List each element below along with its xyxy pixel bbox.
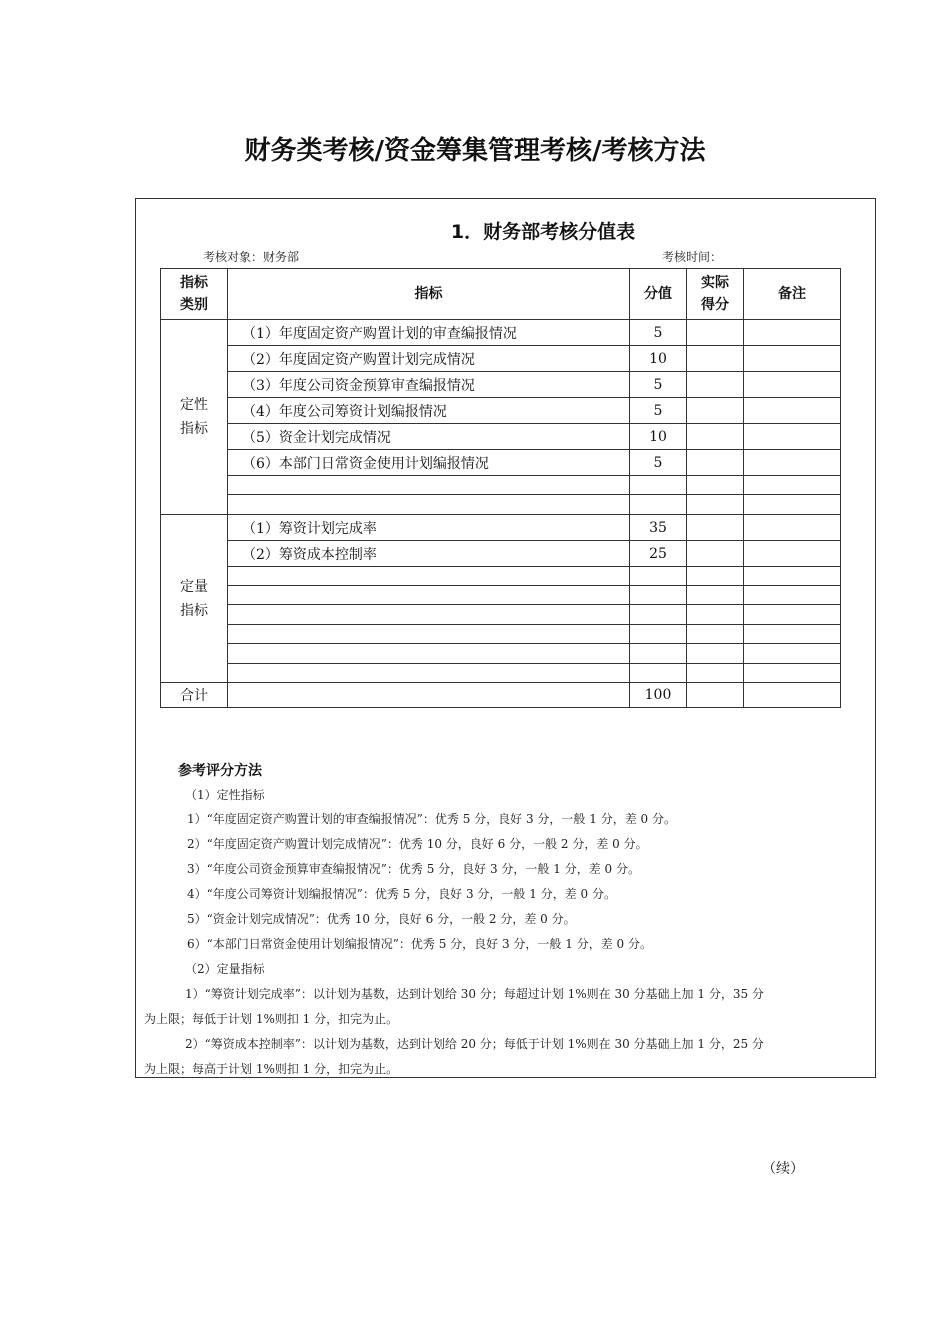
method-heading: 参考评分方法: [178, 763, 262, 779]
qualitative-empty-row: [161, 476, 841, 495]
quantitative-actual: [687, 515, 744, 541]
qualitative-empty-cell: [687, 476, 744, 495]
quantitative-empty-cell: [687, 586, 744, 605]
qualitative-score: 10: [630, 346, 687, 372]
quantitative-empty-cell: [630, 644, 687, 664]
qualitative-note: [744, 346, 841, 372]
quantitative-row: [161, 541, 841, 567]
quantitative-empty-cell: [228, 664, 630, 683]
method-qual-item: 2）“年度固定资产购置计划完成情况”：优秀 10 分，良好 6 分，一般 2 分，差 0 分。: [187, 837, 648, 851]
qualitative-actual: [687, 450, 744, 476]
total-note: [744, 683, 841, 708]
qualitative-score: 5: [630, 372, 687, 398]
quantitative-empty-cell: [228, 644, 630, 664]
qualitative-item: （2）年度固定资产购置计划完成情况: [228, 346, 630, 372]
qualitative-empty-row: [161, 495, 841, 515]
method-quant-2b: 为上限；每高于计划 1%则扣 1 分，扣完为止。: [144, 1062, 399, 1076]
header-note: 备注: [744, 269, 841, 320]
qualitative-empty-cell: [630, 495, 687, 515]
qualitative-row: [161, 450, 841, 476]
qualitative-empty-cell: [687, 495, 744, 515]
method-quant-1b: 为上限；每低于计划 1%则扣 1 分，扣完为止。: [144, 1012, 399, 1026]
page-title: 财务类考核/资金筹集管理考核/考核方法: [244, 136, 706, 166]
quantitative-score: 35: [630, 515, 687, 541]
quantitative-item: （1）筹资计划完成率: [228, 515, 630, 541]
total-label: 合计: [161, 683, 228, 708]
header-actual-line2: 得分: [701, 297, 729, 313]
qualitative-actual: [687, 424, 744, 450]
quantitative-empty-cell: [687, 567, 744, 586]
total-score: 100: [630, 683, 687, 708]
qualitative-actual: [687, 346, 744, 372]
quantitative-empty-cell: [630, 567, 687, 586]
qualitative-row: [161, 424, 841, 450]
qualitative-actual: [687, 398, 744, 424]
quantitative-empty-cell: [630, 586, 687, 605]
method-qual-item: 3）“年度公司资金预算审查编报情况”：优秀 5 分，良好 3 分，一般 1 分，差 0 分。: [187, 862, 640, 876]
header-score: 分值: [630, 269, 687, 320]
quantitative-empty-cell: [687, 644, 744, 664]
continued-label: （续）: [762, 1161, 804, 1177]
quantitative-empty-cell: [687, 625, 744, 644]
assessment-time: 考核时间：: [662, 250, 723, 264]
quantitative-item: （2）筹资成本控制率: [228, 541, 630, 567]
qualitative-row: [161, 372, 841, 398]
quantitative-empty-cell: [630, 605, 687, 625]
qualitative-empty-cell: [228, 495, 630, 515]
qualitative-note: [744, 372, 841, 398]
header-actual: [687, 269, 744, 320]
quantitative-category: 定量 指标: [161, 515, 228, 683]
qualitative-row: [161, 346, 841, 372]
quantitative-empty-cell: [228, 567, 630, 586]
method-qual-item: 5）“资金计划完成情况”：优秀 10 分，良好 6 分，一般 2 分，差 0 分。: [187, 912, 576, 926]
qualitative-empty-cell: [228, 476, 630, 495]
qualitative-score: 5: [630, 450, 687, 476]
qualitative-score: 5: [630, 320, 687, 346]
qualitative-empty-cell: [630, 476, 687, 495]
header-category-line2: 类别: [180, 297, 208, 313]
quantitative-empty-cell: [744, 664, 841, 683]
quantitative-empty-row: [161, 586, 841, 605]
qualitative-score: 10: [630, 424, 687, 450]
total-row: [161, 683, 841, 708]
quantitative-empty-row: [161, 644, 841, 664]
quantitative-empty-cell: [228, 586, 630, 605]
header-category: [161, 269, 228, 320]
header-category-line1: 指标: [180, 275, 208, 291]
quantitative-row: [161, 515, 841, 541]
table-title: 1．财务部考核分值表: [450, 221, 636, 243]
qualitative-row: [161, 398, 841, 424]
method-qual-item: 1）“年度固定资产购置计划的审查编报情况”：优秀 5 分，良好 3 分，一般 1 分，差 0 分。: [187, 812, 676, 826]
quantitative-empty-cell: [687, 664, 744, 683]
qualitative-score: 5: [630, 398, 687, 424]
quantitative-empty-row: [161, 605, 841, 625]
quantitative-empty-cell: [744, 605, 841, 625]
quantitative-empty-cell: [744, 625, 841, 644]
quantitative-note: [744, 515, 841, 541]
qualitative-note: [744, 450, 841, 476]
assessment-target: 考核对象：财务部: [203, 250, 300, 264]
header-actual-line1: 实际: [701, 275, 729, 291]
qualitative-empty-cell: [744, 495, 841, 515]
qualitative-item: （3）年度公司资金预算审查编报情况: [228, 372, 630, 398]
quantitative-empty-row: [161, 664, 841, 683]
quantitative-note: [744, 541, 841, 567]
quantitative-empty-cell: [744, 644, 841, 664]
method-qual-item: 4）“年度公司筹资计划编报情况”：优秀 5 分，良好 3 分，一般 1 分，差 0 分。: [187, 887, 616, 901]
qualitative-item: （6）本部门日常资金使用计划编报情况: [228, 450, 630, 476]
total-empty: [228, 683, 630, 708]
header-indicator: 指标: [228, 269, 630, 320]
total-actual: [687, 683, 744, 708]
quantitative-empty-row: [161, 567, 841, 586]
score-table: [160, 268, 841, 708]
quantitative-empty-cell: [228, 625, 630, 644]
qualitative-row: [161, 320, 841, 346]
qualitative-note: [744, 320, 841, 346]
quantitative-empty-cell: [630, 625, 687, 644]
qualitative-actual: [687, 372, 744, 398]
quantitative-empty-row: [161, 625, 841, 644]
quantitative-empty-cell: [744, 567, 841, 586]
qualitative-item: （1）年度固定资产购置计划的审查编报情况: [228, 320, 630, 346]
quantitative-empty-cell: [228, 605, 630, 625]
quantitative-empty-cell: [630, 664, 687, 683]
quantitative-empty-cell: [744, 586, 841, 605]
qualitative-actual: [687, 320, 744, 346]
quantitative-empty-cell: [687, 605, 744, 625]
qualitative-note: [744, 424, 841, 450]
method-quant-title: （2）定量指标: [185, 962, 265, 976]
method-quant-2a: 2）“筹资成本控制率”：以计划为基数，达到计划给 20 分；每低于计划 1%则在 30 分基础上加 1 分，25 分: [185, 1037, 764, 1051]
qualitative-note: [744, 398, 841, 424]
qualitative-item: （4）年度公司筹资计划编报情况: [228, 398, 630, 424]
quantitative-actual: [687, 541, 744, 567]
qualitative-empty-cell: [744, 476, 841, 495]
header-row: [161, 269, 841, 320]
qualitative-category: 定性 指标: [161, 320, 228, 515]
qualitative-item: （5）资金计划完成情况: [228, 424, 630, 450]
method-qual-item: 6）“本部门日常资金使用计划编报情况”：优秀 5 分，良好 3 分，一般 1 分，差 0 分。: [187, 937, 652, 951]
quantitative-score: 25: [630, 541, 687, 567]
method-qual-title: （1）定性指标: [185, 788, 265, 802]
method-quant-1a: 1）“筹资计划完成率”：以计划为基数，达到计划给 30 分；每超过计划 1%则在 30 分基础上加 1 分，35 分: [185, 987, 764, 1001]
